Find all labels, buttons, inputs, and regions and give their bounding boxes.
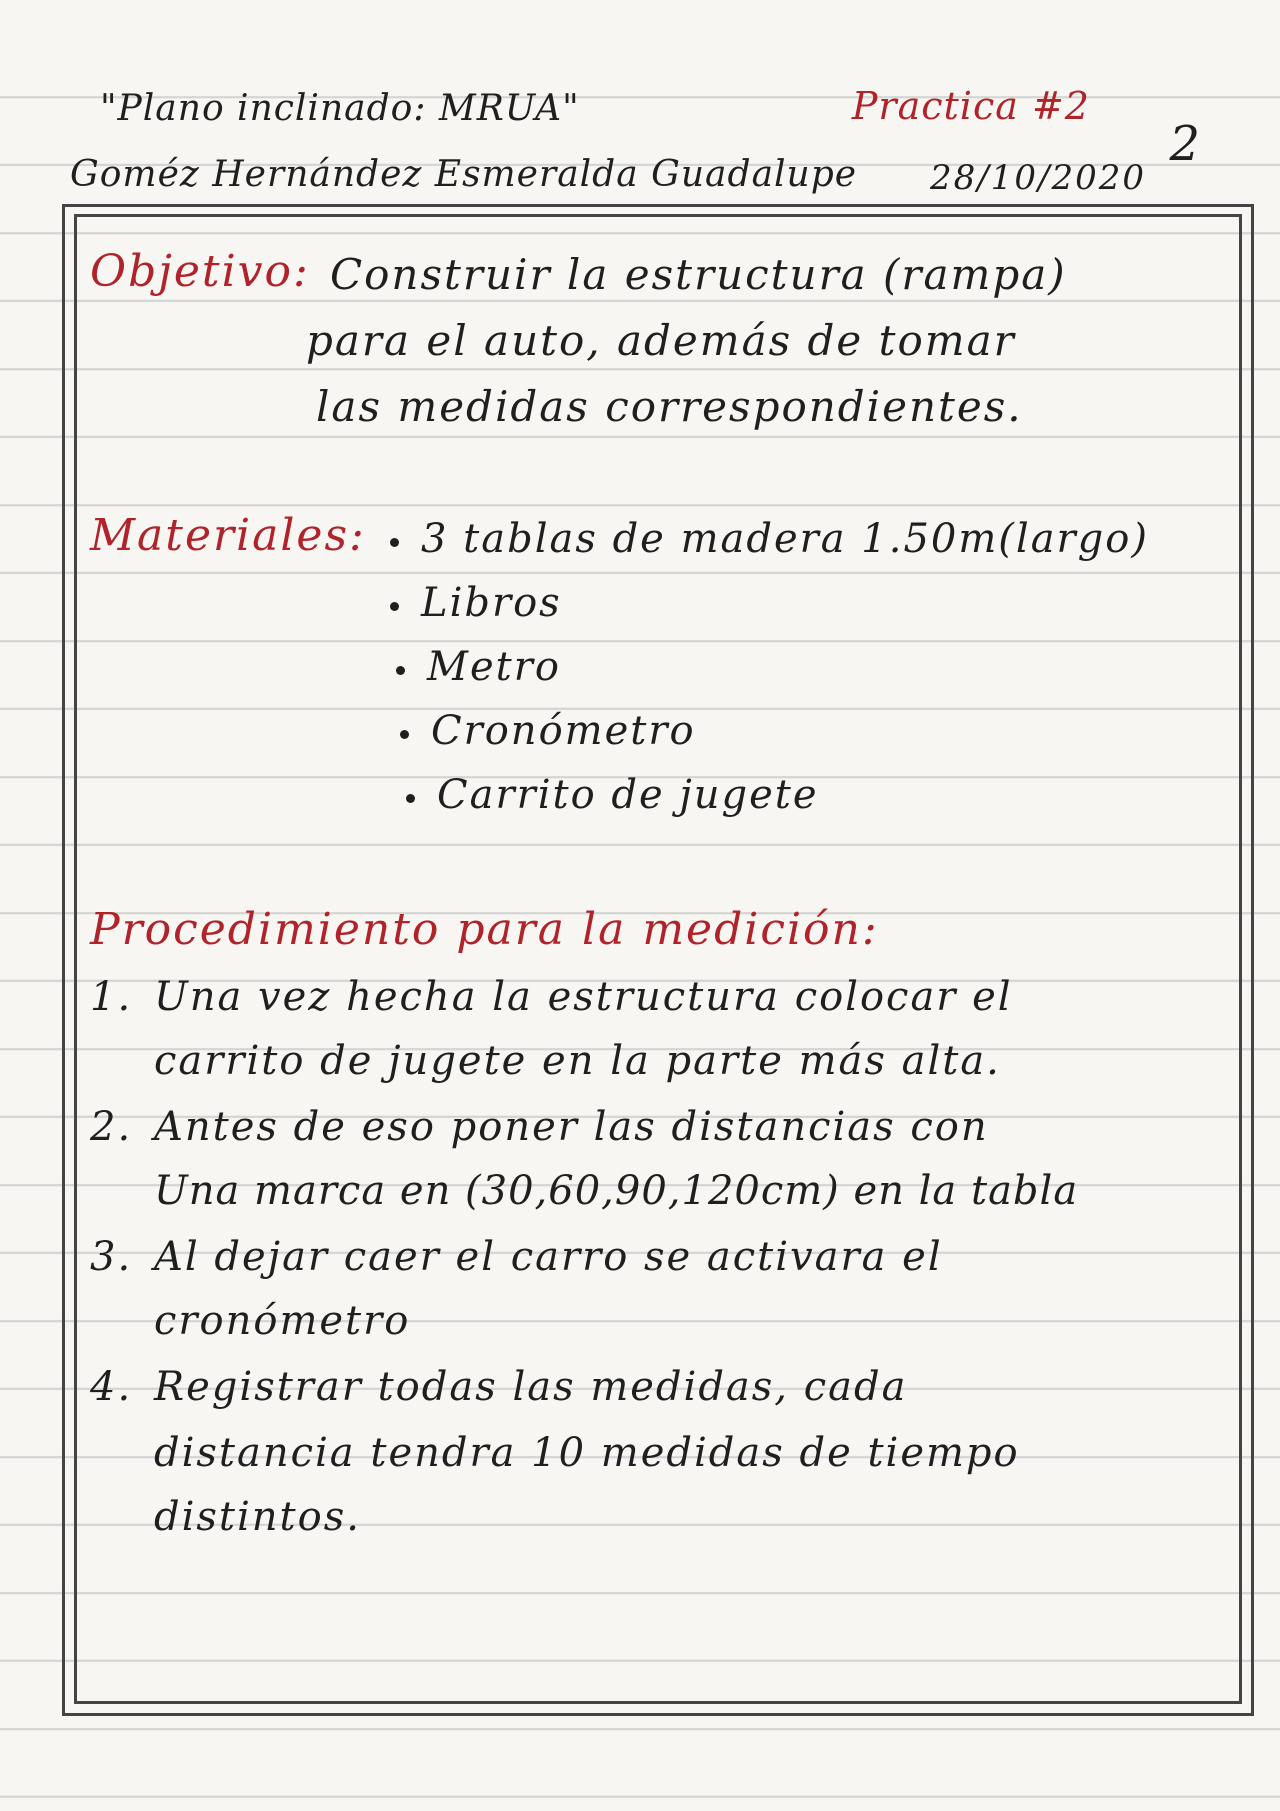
page-number: 2 bbox=[1169, 116, 1200, 172]
material-item bbox=[400, 708, 696, 754]
step-line: cronómetro bbox=[154, 1298, 411, 1344]
step-number: 2. bbox=[90, 1104, 133, 1150]
material-item bbox=[406, 772, 819, 818]
bullet-dot bbox=[406, 794, 415, 803]
practice-number: Practica #2 bbox=[851, 84, 1090, 128]
material-item bbox=[396, 644, 561, 690]
material-text: Carrito de jugete bbox=[437, 772, 819, 818]
step-line: Una marca en (30,60,90,120cm) en la tabla bbox=[154, 1168, 1079, 1214]
frame-inner-border bbox=[74, 214, 1242, 1704]
material-text: Metro bbox=[427, 644, 561, 690]
bullet-dot bbox=[396, 666, 405, 675]
practice-title: "Plano inclinado: MRUA" bbox=[100, 88, 580, 129]
step-number: 1. bbox=[90, 974, 133, 1020]
practice-date: 28/10/2020 bbox=[930, 158, 1146, 198]
step-number: 4. bbox=[90, 1364, 133, 1410]
author-name: Goméz Hernández Esmeralda Guadalupe bbox=[70, 154, 858, 195]
step-line: carrito de jugete en la parte más alta. bbox=[154, 1038, 1001, 1084]
step-line: Registrar todas las medidas, cada bbox=[154, 1364, 908, 1410]
objective-line: Construir la estructura (rampa) bbox=[330, 250, 1067, 299]
step-line: Una vez hecha la estructura colocar el bbox=[154, 974, 1013, 1020]
objective-line: para el auto, además de tomar bbox=[306, 316, 1016, 365]
procedure-heading: Procedimiento para la medición: bbox=[90, 904, 879, 955]
bullet-dot bbox=[390, 602, 399, 611]
step-line: Al dejar caer el carro se activara el bbox=[154, 1234, 943, 1280]
bullet-dot bbox=[400, 730, 409, 739]
step-line: Antes de eso poner las distancias con bbox=[154, 1104, 989, 1150]
material-text: 3 tablas de madera 1.50m(largo) bbox=[421, 516, 1149, 562]
bullet-dot bbox=[390, 538, 399, 547]
objective-line: las medidas correspondientes. bbox=[316, 382, 1023, 431]
material-item bbox=[390, 516, 1149, 562]
step-number: 3. bbox=[90, 1234, 133, 1280]
material-text: Cronómetro bbox=[431, 708, 696, 754]
material-text: Libros bbox=[421, 580, 562, 626]
step-line: distintos. bbox=[154, 1494, 361, 1540]
objective-heading: Objetivo: bbox=[90, 246, 310, 297]
page-header bbox=[70, 78, 1200, 208]
material-item bbox=[390, 580, 562, 626]
step-line: distancia tendra 10 medidas de tiempo bbox=[154, 1430, 1020, 1476]
materials-heading: Materiales: bbox=[90, 510, 366, 561]
